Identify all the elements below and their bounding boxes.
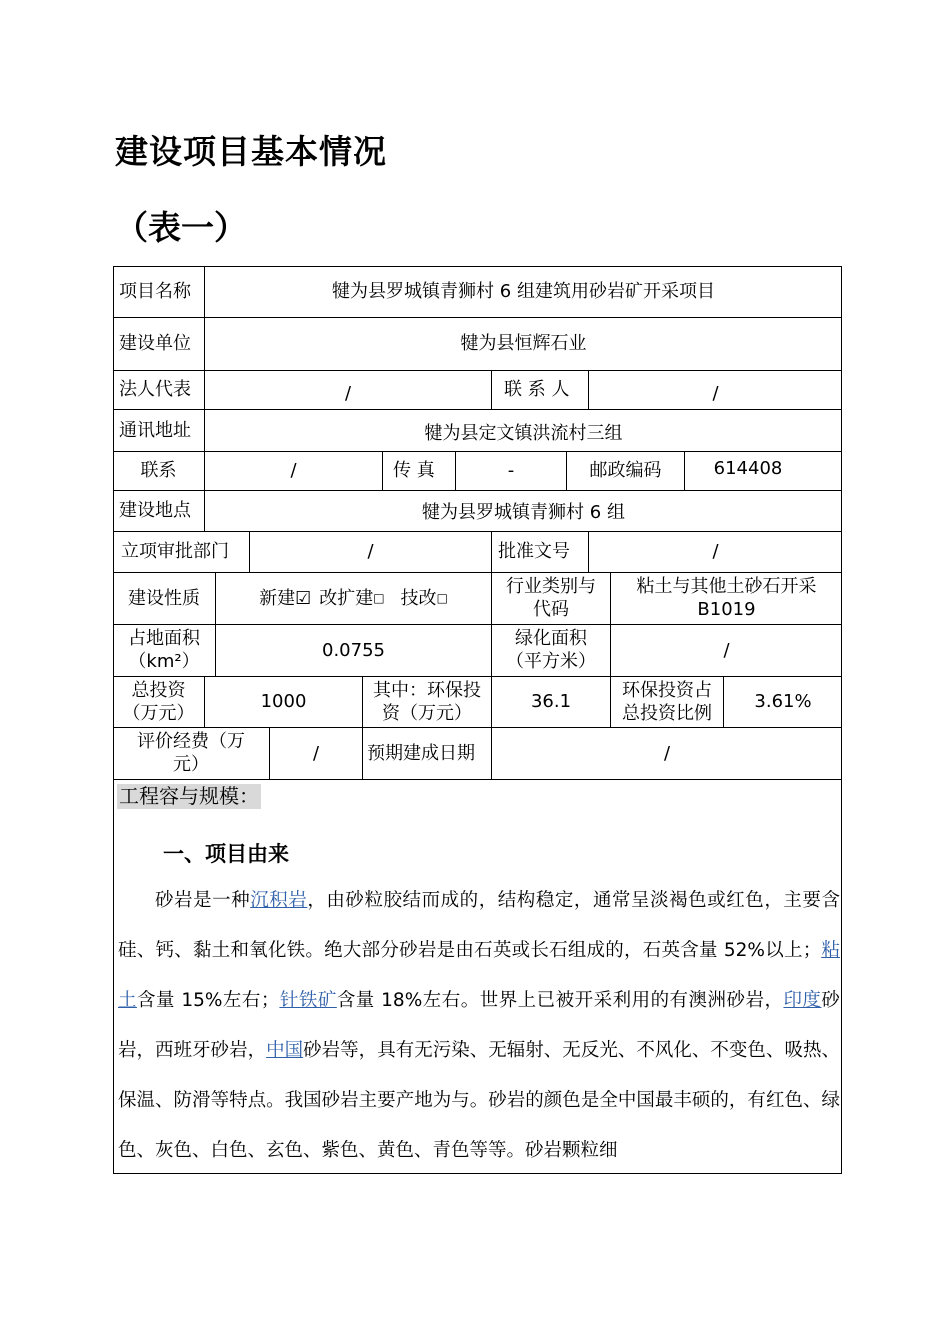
env-invest-label-line2: 资（万元）	[382, 702, 472, 724]
nature-tech-option: 技改	[400, 587, 437, 609]
unchecked-box-icon: □	[373, 590, 385, 605]
link-goethite[interactable]: 针铁矿	[279, 990, 337, 1011]
ratio-label-line1: 环保投资占	[622, 679, 712, 701]
project-name-value: 犍为县罗城镇青狮村 6 组建筑用砂岩矿开采项目	[332, 281, 715, 302]
contact-label: 联系	[140, 460, 177, 481]
legal-label: 法人代表	[119, 379, 191, 400]
env-invest-label-line1: 其中：环保投	[373, 679, 481, 701]
section-heading: 一、项目由来	[163, 842, 289, 866]
unit-value: 犍为县恒辉石业	[460, 333, 587, 354]
area-label	[113, 624, 215, 676]
approval-dept-label: 立项审批部门	[121, 541, 229, 562]
invest-label	[113, 676, 204, 727]
site-value: 犍为县罗城镇青狮村 6 组	[422, 502, 625, 523]
fee-value: /	[312, 742, 320, 764]
approval-no-label: 批准文号	[498, 541, 570, 562]
section-label: 工程容与规模：	[119, 784, 259, 808]
fax-value: -	[507, 460, 515, 481]
site-label: 建设地点	[119, 500, 191, 521]
table-caption: （表一）	[115, 208, 247, 247]
env-invest-value: 36.1	[530, 691, 572, 712]
checked-box-icon: ☑	[295, 587, 312, 609]
body-paragraph	[118, 876, 840, 1176]
contact-value: /	[290, 460, 297, 481]
nature-new-option: 新建	[259, 587, 296, 609]
row-divider	[113, 490, 842, 491]
green-label-line1: 绿化面积	[515, 628, 587, 649]
row-divider	[113, 370, 842, 371]
text-run: 砂岩是一种	[155, 890, 251, 911]
fee-label-line1: 评价经费（万	[137, 731, 245, 752]
industry-value: 粘土与其他土砂石开采 B1019	[636, 576, 817, 620]
postcode-label: 邮政编码	[589, 460, 662, 481]
text-run: 含量 18%左右。世界上已被开采利用的有澳洲砂岩，	[336, 990, 784, 1011]
fee-label	[113, 727, 269, 779]
area-label-line1: 占地面积	[128, 628, 200, 649]
nature-expand-option: 改扩建	[319, 587, 374, 609]
date-value: /	[663, 742, 671, 764]
date-label: 预期建成日期	[367, 742, 475, 764]
env-invest-label	[363, 676, 491, 727]
text-run: ，由砂粒胶结而成的，结构稳定，通常呈淡褐色或红色，主要含硅、钙、黏土和氧化铁。绝大部分砂岩是由石英或长石组成的，石英含量 52%以上；	[118, 890, 840, 961]
link-india[interactable]: 印度	[783, 990, 822, 1011]
text-run: 含量 15%左右；	[136, 990, 280, 1011]
industry-label: 行业类别与代码	[506, 576, 596, 620]
text-run: 砂岩，西班牙砂岩，	[118, 990, 840, 1061]
link-sedimentary-rock[interactable]: 沉积岩	[250, 890, 308, 911]
text-run: 砂岩等，具有无污染、无辐射、无反光、不风化、不变色、吸热、保温、防滑等特点。我国砂岩主要产地为与。砂岩的颜色是全中国最丰硕的，有红色、绿色、灰色、白色、玄色、紫色、黄色、青色等等。砂岩颗粒细	[118, 1040, 840, 1161]
contact-person-label: 联 系 人	[504, 379, 570, 400]
address-value: 犍为县定文镇洪流村三组	[424, 422, 623, 444]
unchecked-box-icon: □	[436, 590, 448, 605]
legal-value: /	[344, 383, 352, 404]
address-label: 通讯地址	[119, 419, 191, 441]
contact-person-value: /	[712, 383, 719, 404]
invest-value: 1000	[260, 691, 307, 712]
approval-no-value: /	[712, 541, 719, 562]
ratio-value: 3.61%	[754, 691, 812, 712]
postcode-value: 614408	[713, 458, 783, 479]
green-label	[492, 624, 610, 676]
approval-dept-value: /	[367, 541, 374, 562]
row-divider	[113, 779, 842, 780]
unit-label: 建设单位	[119, 333, 191, 354]
ratio-label-line2: 总投资比例	[622, 702, 712, 724]
link-clay[interactable]: 粘土	[118, 940, 840, 1011]
area-label-line2: （km²）	[128, 651, 200, 672]
fax-label: 传 真	[393, 460, 435, 481]
link-china[interactable]: 中国	[266, 1040, 304, 1061]
project-name-label: 项目名称	[119, 281, 191, 302]
page-title: 建设项目基本情况	[115, 132, 387, 171]
ratio-label	[611, 676, 723, 727]
green-label-line2: （平方米）	[506, 651, 596, 672]
area-value: 0.0755	[322, 639, 385, 661]
invest-label-line1: 总投资	[131, 679, 186, 701]
invest-label-line2: （万元）	[122, 702, 195, 724]
green-value: /	[723, 639, 730, 661]
nature-options	[216, 572, 491, 624]
fee-label-line2: 元）	[173, 754, 209, 775]
nature-label: 建设性质	[128, 587, 200, 609]
